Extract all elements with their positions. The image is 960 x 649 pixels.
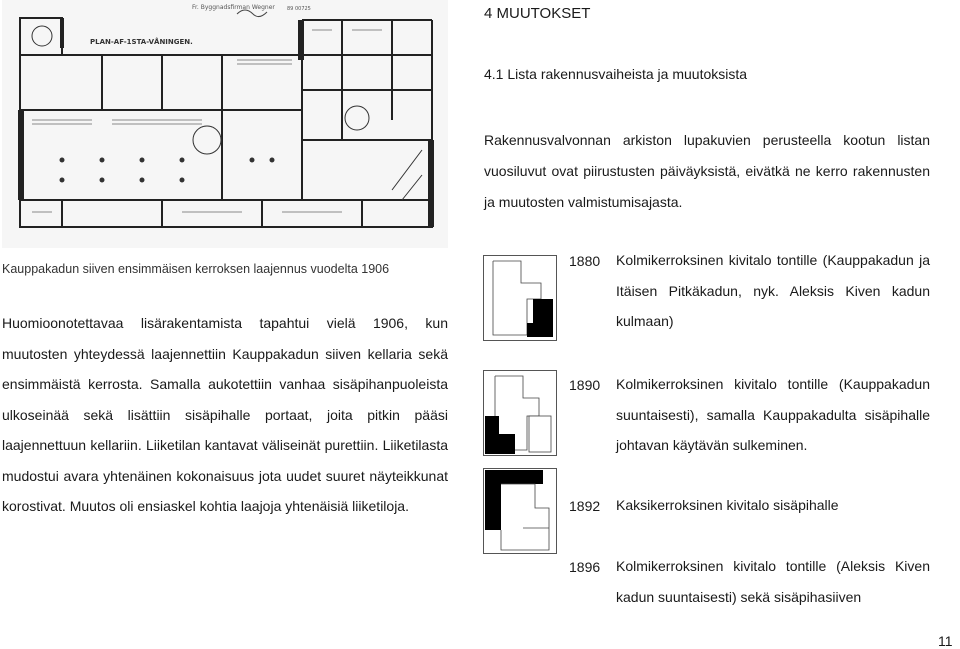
intro-paragraph: Rakennusvalvonnan arkiston lupakuvien perusteella kootun listan vuosiluvut ovat piirustusten päiväyksistä, eivätkä ne kerro rakennusten ja muutosten valmistumisajasta. [484,132,930,210]
timeline-desc-1892 [616,490,930,521]
plan-stamp-number: 89 00725 [287,6,311,12]
timeline-year-1890: 1890 [569,377,601,393]
subsection-title: 4.1 Lista rakennusvaiheista ja muutoksista [484,66,748,82]
section-title: 4 MUUTOKSET [484,5,591,22]
intro-text [484,125,930,218]
timeline-desc-1890 [616,369,930,461]
timeline-year-1880: 1880 [569,253,601,269]
plan-stamp-owner: Fr. Byggnadsfirman Wegner [192,4,275,11]
left-body-text [2,308,448,522]
site-plan-thumbnail-1880 [483,255,557,341]
timeline-desc-1880 [616,245,930,337]
page-number: 11 [938,633,953,649]
site-plan-thumbnail-1892 [483,468,557,554]
timeline-year-1892: 1892 [569,498,601,514]
timeline-desc-1896 [616,551,930,612]
timeline-year-1896: 1896 [569,559,601,575]
floor-plan-drawing [2,0,448,248]
timeline-text: Kolmikerroksinen kivitalo tontille (Kauppakadun ja Itäisen Pitkäkadun, nyk. Aleksis Kiven kadun kulmaan) [616,252,930,329]
figure-caption: Kauppakadun siiven ensimmäisen kerroksen laajennus vuodelta 1906 [2,262,390,276]
left-body-paragraph: Huomioonotettavaa lisärakentamista tapahtui vielä 1906, kun muutosten yhteydessä laajennettiin Kauppakadun siiven kellaria sekä ensimmäistä kerrosta. Samalla aukotettiin vanhaa sisäpihanpuoleista ulkoseinää sekä lisättiin sisäpihalle portaat, joita pitkin pääsi laajennettuun kellariin. Liiketilan kantavat väliseinät purettiin. Liiketilasta mudostui avara yhtenäinen kokonaisuus jota uudet suuret näyteikkunat korostivat. Muutos oli ensiaskel kohtia laajoja yhtenäisiä liiketiloja. [2,315,448,514]
timeline-text: Kolmikerroksinen kivitalo tontille (Kauppakadun suuntaisesti), samalla Kauppakadulta sisäpihalle johtavan käytävän sulkeminen. [616,376,930,453]
site-plan-thumbnail-1890 [483,370,557,456]
timeline-text: Kaksikerroksinen kivitalo sisäpihalle [616,497,839,513]
timeline-text: Kolmikerroksinen kivitalo tontille (Aleksis Kiven kadun suuntaisesti) sekä sisäpihasiiven [616,558,930,605]
plan-title: PLAN-AF-1STA-VÅNINGEN. [90,38,193,46]
